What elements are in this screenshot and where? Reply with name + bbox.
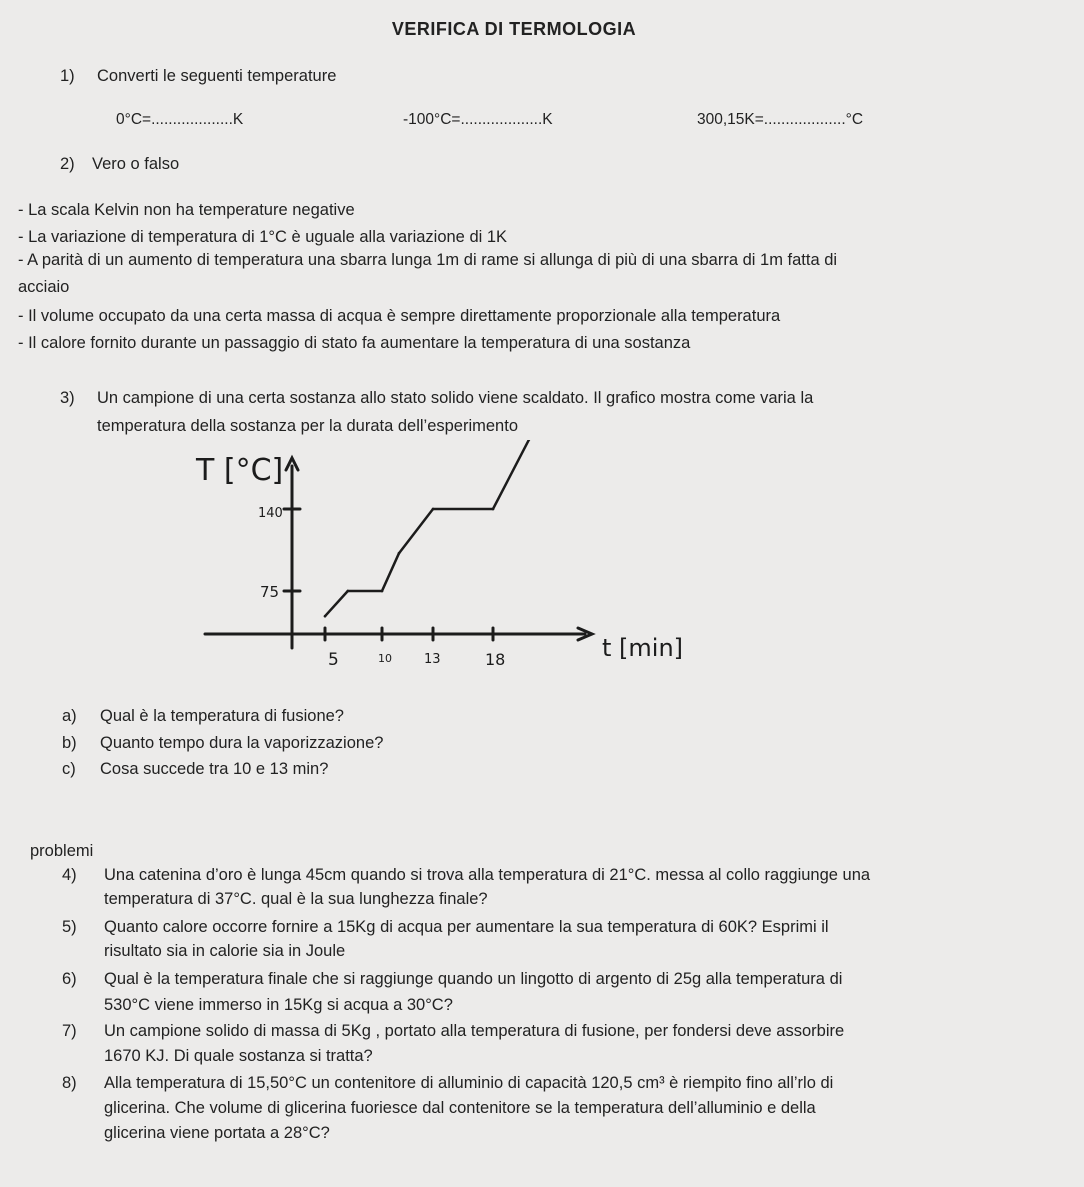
- curve-segment-4: [399, 509, 433, 553]
- q2-statement-3: - A parità di un aumento di temperatura una sbarra lunga 1m di rame si allunga di più di una sbarra di 1m fatta di: [18, 251, 838, 269]
- y-axis-label: T [°C]: [196, 453, 284, 488]
- curve-segment-1: [325, 591, 348, 616]
- p4-line-2: temperatura di 37°C. qual è la sua lunghezza finale?: [104, 890, 488, 908]
- q1-conversion-3: 300,15K=...................°C: [697, 111, 864, 128]
- x-tick-label-10: 10: [378, 652, 392, 665]
- q2-statement-2: - La variazione di temperatura di 1°C è uguale alla variazione di 1K: [18, 228, 508, 246]
- x-axis-label: t [min]: [602, 634, 684, 662]
- q3c-label: c): [62, 760, 76, 778]
- p4-line-1: Una catenina d’oro è lunga 45cm quando si trova alla temperatura di 21°C. messa al collo raggiunge una: [104, 866, 871, 884]
- q2-text: Vero o falso: [92, 155, 180, 173]
- p6-line-2: 530°C viene immerso in 15Kg si acqua a 30°C?: [104, 996, 453, 1014]
- p8-number: 8): [62, 1074, 77, 1092]
- x-tick-label-5: 5: [328, 650, 339, 670]
- q2-statement-5: - Il calore fornito durante un passaggio di stato fa aumentare la temperatura di una sostanza: [18, 334, 691, 352]
- x-tick-label-13: 13: [424, 652, 441, 667]
- curve-point-1: [324, 615, 327, 618]
- p7-line-2: 1670 KJ. Di quale sostanza si tratta?: [104, 1047, 373, 1065]
- q1-text: Converti le seguenti temperature: [97, 67, 337, 85]
- q1-number: 1): [60, 67, 75, 85]
- curve-segment-3: [382, 553, 399, 591]
- q3b-label: b): [62, 734, 77, 752]
- p6-line-1: Qual è la temperatura finale che si raggiunge quando un lingotto di argento di 25g alla temperatura di: [104, 970, 843, 988]
- q2-statement-4: - Il volume occupato da una certa massa di acqua è sempre direttamente proporzionale alla temperatura: [18, 307, 781, 325]
- q3-text-line-1: Un campione di una certa sostanza allo stato solido viene scaldato. Il grafico mostra come varia la: [97, 389, 814, 407]
- q2-statement-1: - La scala Kelvin non ha temperature negative: [18, 201, 355, 219]
- curve-segment-6: [493, 440, 529, 509]
- p8-line-3: glicerina viene portata a 28°C?: [104, 1124, 330, 1142]
- p7-number: 7): [62, 1022, 77, 1040]
- p8-line-1: Alla temperatura di 15,50°C un contenitore di alluminio di capacità 120,5 cm³ è riempito fino all’rlo di: [104, 1074, 834, 1092]
- q2-number: 2): [60, 155, 75, 173]
- q1-conversion-1: 0°C=...................K: [116, 111, 244, 128]
- p4-number: 4): [62, 866, 77, 884]
- p5-line-1: Quanto calore occorre fornire a 15Kg di acqua per aumentare la sua temperatura di 60K? Esprimi il: [104, 918, 829, 936]
- p5-number: 5): [62, 918, 77, 936]
- y-tick-label-75: 75: [260, 583, 280, 601]
- q1-conversion-2: -100°C=...................K: [403, 111, 553, 128]
- q3-text-line-2: temperatura della sostanza per la durata dell’esperimento: [97, 417, 518, 435]
- curve-point-2: [347, 590, 350, 593]
- curve-point-6: [492, 508, 495, 511]
- curve-point-5: [432, 508, 435, 511]
- q2-statement-3-cont: acciaio: [18, 278, 70, 296]
- q3b-question: Quanto tempo dura la vaporizzazione?: [100, 734, 384, 752]
- x-tick-label-18: 18: [485, 650, 506, 669]
- p7-line-1: Un campione solido di massa di 5Kg , portato alla temperatura di fusione, per fondersi deve assorbire: [104, 1022, 845, 1040]
- problems-heading: problemi: [30, 842, 94, 860]
- q3c-question: Cosa succede tra 10 e 13 min?: [100, 760, 329, 778]
- q3a-label: a): [62, 707, 77, 725]
- p8-line-2: glicerina. Che volume di glicerina fuoriesce dal contenitore se la temperatura dell’alluminio e della: [104, 1099, 816, 1117]
- page-title: VERIFICA DI TERMOLOGIA: [391, 19, 637, 39]
- curve-point-4: [398, 552, 401, 555]
- q3a-question: Qual è la temperatura di fusione?: [100, 707, 344, 725]
- curve-point-3: [381, 590, 384, 593]
- temperature-time-chart: [190, 440, 730, 675]
- p6-number: 6): [62, 970, 77, 988]
- p5-line-2: risultato sia in calorie sia in Joule: [104, 942, 346, 960]
- y-tick-label-140: 140: [258, 506, 283, 521]
- q3-number: 3): [60, 389, 75, 407]
